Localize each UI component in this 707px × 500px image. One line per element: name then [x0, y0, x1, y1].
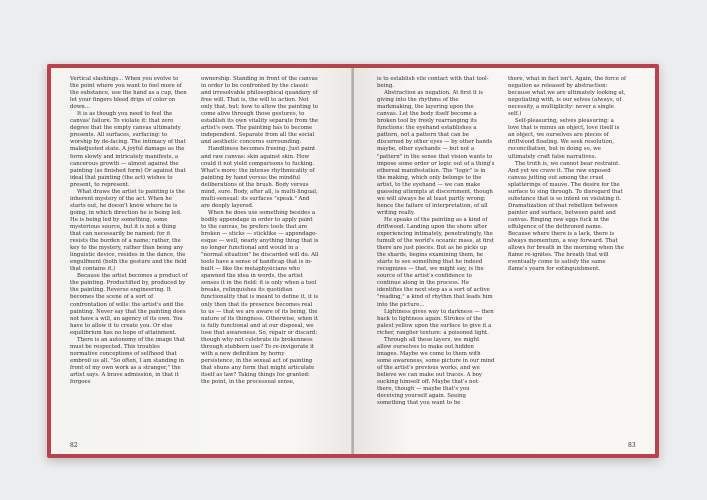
paragraph: It is as though you need to feel the canvas' failure. To violate it: that zero degree that the empty canvas ultimately presents. All surfaces, surfacing: to worship by de-facing. The intimacy of that maladjusted state. A joyful damage as the form slowly and intricately manifests, a cancerous growth — almost against the painting (as finished form) Or against that ideal that painting (the act) wishes to present, to represent. [70, 111, 186, 188]
paragraph: When he does use something besides a bodily appendage in order to apply paint to the canvas, he prefers tools that are broken — sticks — sticklike — appendage-esque — well, nearly anything thing that is no longer functional and would in a "normal situation" be discarded will do. All tools have a sense of handicap that is in-built — like the metaphysicians who spawned the idea in words, the artist senses it in the field: it is only when a tool breaks, relinquishes its quotidian functionality that is meant to define it, it is only then that its presence becomes real to us — that we are aware of its being, the nature of its thingness. Otherwise, when it is fully functional and at our disposal, we lose that awareness. So, repair or discard: though why not celebrate its brokenness through stubborn use? To re-invigorate it with a new definition by horny persistence, in the sexual act of painting that shuns any form that might articulate itself as law? Taking things for granted: the point, in the processual sense, [201, 209, 319, 386]
right-page-column-1 [377, 76, 495, 432]
left-page [51, 68, 352, 454]
paragraph: Self-pleasuring, selves pleasuring: a love that is minus an object, love itself is an object, we ourselves are pieces of driftwood floating. We seek resolution, reconciliation, but in doing so, we ultimately craft false narratives. [508, 118, 620, 160]
paragraph: Because the artist becomes a product of the painting. Productified by, produced by the painting. Reverse engineering. It becomes the scene of a sort of confrontation of wills: the artist's and the painting. Never say that the painting does not have a will, an agency of its own. You have to allow it to create you. Or else equilibrium has no hope of attainment. [70, 273, 188, 336]
paragraph: He speaks of the painting as a kind of driftwood. Landing upon the shore after experiencing intimately, penetratingly, the tumult of the world's oceanic mass, at first there are just pieces. But as he picks up the shards, begins examining them, he starts to see something that he indeed recognizes — that, we might say, is the source of the artist's confidence to continue along in the process. He identifies the next step as a sort of active "reading," a kind of rhythm that leads him into the picture... [377, 216, 494, 308]
paragraph: Abstraction as negation. At first it is giving into the rhythms of the markmaking, the layering upon the canvas. Let the body itself become a broken tool by freely rearranging its functions: the eyehand establishes a pattern, not a pattern that can be discerned by other eyes — by other hands maybe, other eyehands — but not a "pattern" in the sense that vision wants to impose some order or logic out of a thing's ethereal manifestation. The "logic" is in the making, which only belongs to the artist, to the eyehand — we can make guessing attempts at discernment, though we will always be at least partly wrong; hence the failure of interpretation, of all writing really. [377, 90, 495, 216]
paragraph: Handliness becomes freeing. Just paint and raw canvas: skin against skin. How could it not yield comparisons to fucking. What's more: the intense rhythmicality of painting by hand versus the mindful deliberations of the brush. Body versus mind, sure. Body, after all, is multi-lingual, multi-sensual: its surfaces "speak." And are deeply layered. [201, 146, 318, 209]
paragraph: there, what in fact isn't. Again, the force of negation as released by abstraction: because what we are ultimately looking at, negotiating with, is our selves (always, of necessity, a multiplicity: never a single self.) [508, 76, 626, 118]
paragraph: What draws the artist to painting is the inherent mystery of the act. When he starts out, he doesn't know where he is going, in which direction he is being led. He is being led by something, some mysterious source, but it is not a thing that can necessarily be named; for it resists the burden of a name; rather, the key to the mystery, rather than being any linguistic device, resides in the dance, the engulfment (both the gesture and the field that contains it.) [70, 188, 187, 273]
left-page-column-1 [70, 76, 188, 432]
page-number-left: 82 [70, 442, 78, 449]
paragraph: Vertical slashings... When you evolve to the point where you want to feel more of the substance, use the hand as a cup, then let your fingers bleed drips of color on down... [70, 76, 187, 111]
paragraph: Through all these layers, we might allow ourselves to make out hidden images. Maybe we come to them with some awareness, some picture in our mind of the artist's previous works, and we believe we can make out traces. A boy sucking himself off. Maybe that's not there, though — maybe that's you deceiving yourself again. Seeing something that you want to be [377, 336, 495, 407]
left-page-column-2 [201, 76, 319, 432]
right-page-column-2 [508, 76, 626, 432]
paragraph: The truth is, we cannot bear restraint. And yet we crave it. The raw exposed canvas jutting out among the cruel splatterings of mauve. The desire for the surface to sing through. To disregard that substance that is so intent on violating it. Dramatization of that rebellion between painter and surface, between paint and canvas. Ringing raw eggs fuck in the effulgence of the dethroned name. Because where there is a lack, there is always momentum, a way forward. That allows for breath in the morning when the flame re-ignites. The breath that will eventually come to satisfy the same flame's yearn for extinguishment. [508, 160, 624, 273]
right-page [354, 68, 655, 454]
paragraph: is to establish vile contact with that tool-being. [377, 76, 489, 90]
paragraph: ownership. Standing in front of the canvas in order to be confronted by the classic and irresolvable philosophical quandary of free will. That is, the will to action. Not only that, but: how to allow the painting to come alive through those gestures, to establish its own vitality separate from the artist's own. The painting has to become independent. Separate from all the social and aesthetic concerns surrounding. [201, 76, 319, 146]
paragraph: There is an autonomy of the image that must be respected. This troubles normative conceptions of selfhood that embroil us all. "So often, I am standing in front of my own work as a stranger," the artist says. A brave admission, in that it forgoes [70, 336, 185, 386]
page-number-right: 83 [628, 442, 636, 449]
paragraph: Lightness gives way to darkness — then back to lightness again. Strokes of the palest yellow upon the surface to give it a richer, ranglier texture: a poisoned light. [377, 308, 494, 336]
